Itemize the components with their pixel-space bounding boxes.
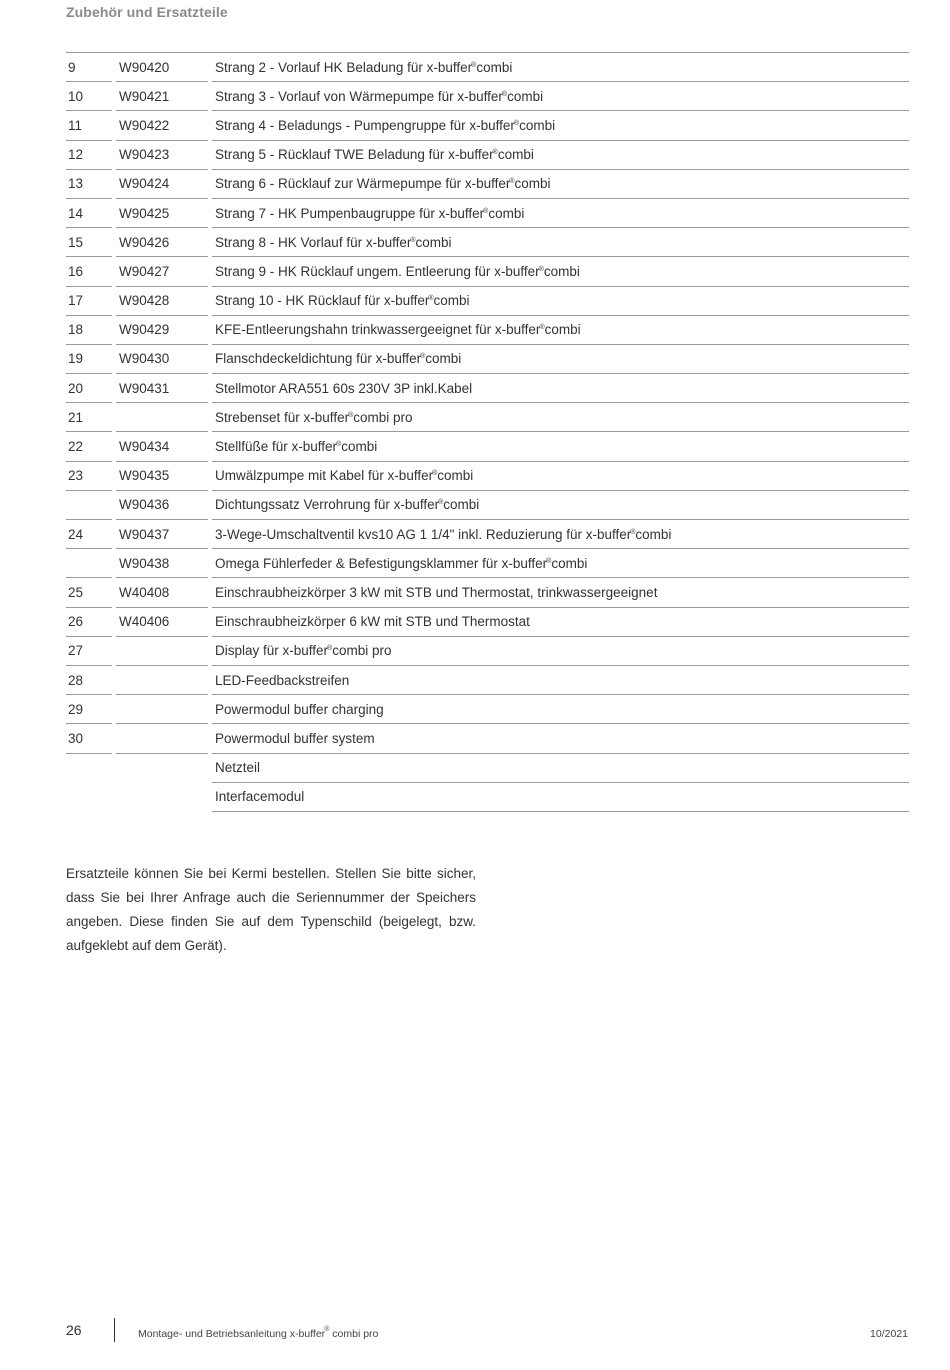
table-row — [66, 462, 909, 491]
item-number — [66, 549, 112, 578]
article-number: W90428 — [116, 287, 208, 316]
description-text: LED-Feedbackstreifen — [215, 672, 350, 688]
table-row — [66, 695, 909, 724]
table-row — [66, 783, 909, 812]
item-number: 10 — [66, 82, 112, 111]
page-footer — [0, 1318, 950, 1348]
description-suffix: combi — [341, 439, 378, 455]
description-suffix: combi pro — [332, 643, 392, 659]
item-number: 20 — [66, 374, 112, 403]
section-title: Zubehör und Ersatzteile — [66, 4, 228, 20]
article-number: W90422 — [116, 111, 208, 140]
item-number: 29 — [66, 695, 112, 724]
description-text: Strang 6 - Rücklauf zur Wärmepumpe für x-buffer — [215, 176, 511, 192]
table-row — [66, 141, 909, 170]
part-description — [212, 170, 909, 199]
table-row — [66, 228, 909, 257]
registered-mark: ® — [471, 61, 477, 69]
registered-mark: ® — [538, 265, 544, 273]
article-number — [116, 695, 208, 724]
registered-mark: ® — [327, 645, 333, 653]
description-text: Umwälzpumpe mit Kabel für x-buffer — [215, 468, 434, 484]
part-description — [212, 199, 909, 228]
item-number: 24 — [66, 520, 112, 549]
article-number — [116, 754, 208, 783]
part-description — [212, 520, 909, 549]
table-row — [66, 257, 909, 286]
item-number: 28 — [66, 666, 112, 695]
part-description — [212, 578, 909, 607]
part-description — [212, 374, 909, 403]
registered-mark: ® — [348, 411, 354, 419]
table-row — [66, 432, 909, 461]
part-description — [212, 491, 909, 520]
part-description — [212, 462, 909, 491]
part-description — [212, 287, 909, 316]
part-description — [212, 82, 909, 111]
description-text: Stellmotor ARA551 60s 230V 3P inkl.Kabel — [215, 380, 473, 396]
item-number: 25 — [66, 578, 112, 607]
table-row — [66, 403, 909, 432]
article-number: W90426 — [116, 228, 208, 257]
table-row — [66, 170, 909, 199]
description-suffix: combi — [443, 497, 480, 513]
description-text: Strebenset für x-buffer — [215, 409, 350, 425]
description-suffix: combi — [544, 322, 581, 338]
description-suffix: combi — [488, 205, 525, 221]
table-row — [66, 578, 909, 607]
part-description — [212, 257, 909, 286]
registered-mark: ® — [438, 499, 444, 507]
description-text: Strang 10 - HK Rücklauf für x-buffer — [215, 293, 430, 309]
table-row — [66, 549, 909, 578]
table-row — [66, 316, 909, 345]
description-text: Strang 3 - Vorlauf von Wärmepumpe für x-buffer — [215, 88, 503, 104]
description-text: Strang 8 - HK Vorlauf für x-buffer — [215, 234, 412, 250]
table-row — [66, 345, 909, 374]
registered-mark: ® — [410, 236, 416, 244]
registered-mark: ® — [336, 441, 342, 449]
part-description — [212, 141, 909, 170]
part-description — [212, 608, 909, 637]
description-text: Einschraubheizkörper 6 kW mit STB und Thermostat — [215, 614, 530, 630]
document-title-reg-mark: ® — [324, 1326, 330, 1333]
registered-mark: ® — [483, 207, 489, 215]
description-text: Strang 9 - HK Rücklauf ungem. Entleerung für x-buffer — [215, 263, 540, 279]
description-text: Omega Fühlerfeder & Befestigungsklammer für x-buffer — [215, 555, 548, 571]
item-number: 19 — [66, 345, 112, 374]
item-number: 23 — [66, 462, 112, 491]
description-text: Stellfüße für x-buffer — [215, 439, 338, 455]
item-number: 13 — [66, 170, 112, 199]
item-number: 11 — [66, 111, 112, 140]
article-number: W90438 — [116, 549, 208, 578]
article-number: W90437 — [116, 520, 208, 549]
part-description — [212, 666, 909, 695]
item-number: 12 — [66, 141, 112, 170]
parts-table — [66, 52, 909, 812]
table-row — [66, 666, 909, 695]
document-title-text: Montage- und Betriebsanleitung x-buffer — [138, 1328, 326, 1340]
part-description — [212, 754, 909, 783]
description-suffix: combi — [551, 555, 588, 571]
table-row — [66, 53, 909, 82]
description-suffix: combi — [543, 263, 580, 279]
article-number: W90435 — [116, 462, 208, 491]
item-number: 30 — [66, 724, 112, 753]
article-number — [116, 637, 208, 666]
document-date: 10/2021 — [870, 1328, 908, 1340]
description-suffix: combi — [433, 293, 470, 309]
table-row — [66, 111, 909, 140]
article-number: W90425 — [116, 199, 208, 228]
ordering-note: Ersatzteile können Sie bei Kermi bestellen. Stellen Sie bitte sicher, dass Sie bei Ihrer Anfrage auch die Seriennummer der Speichers angeben. Diese finden Sie auf dem Typenschild (beigelegt, bzw. aufgeklebt auf dem Gerät). — [66, 866, 476, 953]
table-row — [66, 287, 909, 316]
description-text: Dichtungssatz Verrohrung für x-buffer — [215, 497, 440, 513]
description-text: Powermodul buffer charging — [215, 701, 384, 717]
part-description — [212, 316, 909, 345]
description-text: Strang 2 - Vorlauf HK Beladung für x-buffer — [215, 59, 473, 75]
footer-divider — [114, 1318, 115, 1342]
part-description — [212, 403, 909, 432]
item-number: 18 — [66, 316, 112, 345]
description-suffix: combi — [507, 88, 544, 104]
item-number: 14 — [66, 199, 112, 228]
article-number: W90423 — [116, 141, 208, 170]
article-number — [116, 403, 208, 432]
article-number — [116, 724, 208, 753]
article-number: W90436 — [116, 491, 208, 520]
item-number — [66, 491, 112, 520]
description-text: Strang 7 - HK Pumpenbaugruppe für x-buffer — [215, 205, 485, 221]
table-row — [66, 82, 909, 111]
registered-mark: ® — [492, 149, 498, 157]
description-text: Netzteil — [215, 760, 261, 776]
article-number: W90427 — [116, 257, 208, 286]
article-number: W90421 — [116, 82, 208, 111]
article-number: W90434 — [116, 432, 208, 461]
article-number: W40408 — [116, 578, 208, 607]
description-text: KFE-Entleerungshahn trinkwassergeeignet für x-buffer — [215, 322, 541, 338]
description-text: Einschraubheizkörper 3 kW mit STB und Thermostat, trinkwassergeeignet — [215, 584, 658, 600]
description-text: Powermodul buffer system — [215, 730, 375, 746]
description-suffix: combi — [497, 147, 534, 163]
registered-mark: ® — [432, 470, 438, 478]
article-number: W90430 — [116, 345, 208, 374]
description-suffix: combi — [437, 468, 474, 484]
registered-mark: ® — [630, 528, 636, 536]
article-number: W40406 — [116, 608, 208, 637]
description-text: Strang 4 - Beladungs - Pumpengruppe für x-buffer — [215, 117, 515, 133]
registered-mark: ® — [546, 557, 552, 565]
part-description — [212, 432, 909, 461]
item-number: 9 — [66, 53, 112, 82]
part-description — [212, 228, 909, 257]
table-row — [66, 724, 909, 753]
item-number: 17 — [66, 287, 112, 316]
description-suffix: combi — [519, 117, 556, 133]
part-description — [212, 345, 909, 374]
description-text: Display für x-buffer — [215, 643, 329, 659]
description-suffix: combi — [425, 351, 462, 367]
part-description — [212, 549, 909, 578]
document-title-suffix: combi pro — [329, 1328, 379, 1340]
description-text: Flanschdeckeldichtung für x-buffer — [215, 351, 422, 367]
description-text: Interfacemodul — [215, 789, 305, 805]
registered-mark: ® — [428, 295, 434, 303]
article-number: W90431 — [116, 374, 208, 403]
part-description — [212, 111, 909, 140]
item-number: 15 — [66, 228, 112, 257]
table-row — [66, 491, 909, 520]
table-row — [66, 199, 909, 228]
part-description — [212, 724, 909, 753]
article-number: W90424 — [116, 170, 208, 199]
registered-mark: ® — [513, 119, 520, 127]
table-row — [66, 754, 909, 783]
registered-mark: ® — [420, 353, 426, 361]
description-text: Strang 5 - Rücklauf TWE Beladung für x-buffer — [215, 147, 494, 163]
part-description — [212, 695, 909, 724]
table-row — [66, 374, 909, 403]
table-row — [66, 520, 909, 549]
description-suffix: combi — [514, 176, 551, 192]
description-suffix: combi — [415, 234, 452, 250]
part-description — [212, 637, 909, 666]
article-number: W90429 — [116, 316, 208, 345]
description-suffix: combi pro — [353, 409, 413, 425]
registered-mark: ® — [539, 324, 545, 332]
part-description — [212, 783, 909, 812]
item-number: 16 — [66, 257, 112, 286]
article-number — [116, 666, 208, 695]
table-row — [66, 608, 909, 637]
page-number: 26 — [66, 1322, 82, 1338]
item-number — [66, 754, 112, 783]
registered-mark: ® — [509, 178, 515, 186]
item-number — [66, 783, 112, 812]
item-number: 22 — [66, 432, 112, 461]
description-suffix: combi — [476, 59, 513, 75]
item-number: 26 — [66, 608, 112, 637]
item-number: 21 — [66, 403, 112, 432]
table-row — [66, 637, 909, 666]
article-number — [116, 783, 208, 812]
item-number: 27 — [66, 637, 112, 666]
article-number: W90420 — [116, 53, 208, 82]
part-description — [212, 53, 909, 82]
registered-mark: ® — [501, 90, 508, 98]
description-suffix: combi — [635, 526, 672, 542]
document-title — [138, 1328, 378, 1340]
description-text: 3-Wege-Umschaltventil kvs10 AG 1 1/4" inkl. Reduzierung für x-buffer — [215, 526, 632, 542]
